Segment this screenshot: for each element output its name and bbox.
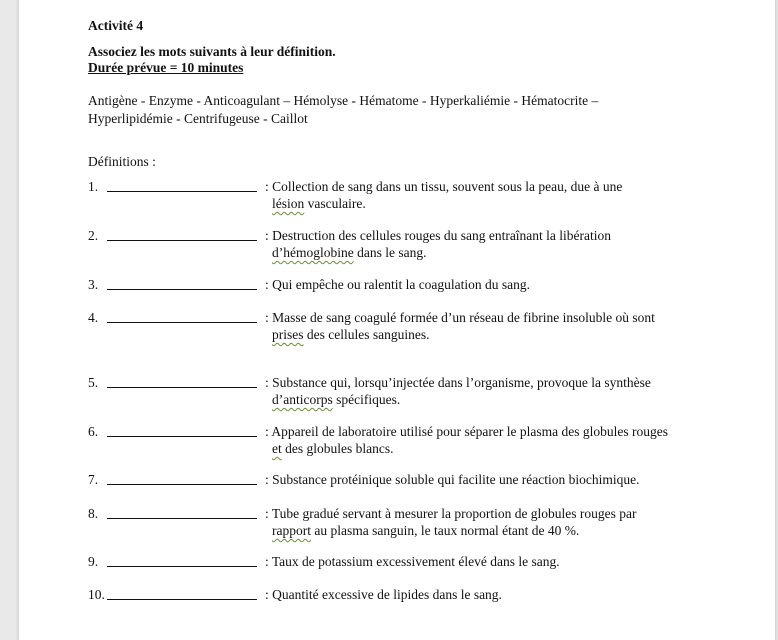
definition-item bbox=[19, 375, 775, 411]
spellcheck-word: d’hémoglobine bbox=[272, 245, 354, 260]
instruction: Associez les mots suivants à leur définition. bbox=[88, 44, 336, 59]
duration: Durée prévue = 10 minutes bbox=[88, 60, 244, 75]
definition-line-2 bbox=[272, 441, 393, 457]
definition-line-2-rest: vasculaire. bbox=[304, 196, 366, 211]
answer-blank[interactable] bbox=[107, 322, 257, 323]
definition-line-2-rest: au plasma sanguin, le taux normal étant de 40 %. bbox=[310, 523, 580, 538]
item-number: 7. bbox=[88, 472, 99, 487]
definition-line-1: : Substance protéinique soluble qui facilite une réaction biochimique. bbox=[265, 472, 640, 487]
word-list-line-1: Antigène - Enzyme - Anticoagulant – Hémolyse - Hématome - Hyperkaliémie - Hématocrite – bbox=[88, 93, 599, 108]
spellcheck-word: prises bbox=[272, 327, 304, 342]
definition-line-1: : Substance qui, lorsqu’injectée dans l’organisme, provoque la synthèse bbox=[265, 375, 651, 390]
activity-title: Activité 4 bbox=[88, 18, 144, 33]
item-number: 10. bbox=[88, 587, 105, 602]
item-number: 8. bbox=[88, 506, 99, 521]
definition-line-2 bbox=[272, 245, 426, 261]
definition-line-1: : Tube gradué servant à mesurer la proportion de globules rouges par bbox=[265, 506, 637, 521]
definition-line-2-rest: des cellules sanguines. bbox=[303, 327, 430, 342]
answer-blank[interactable] bbox=[107, 387, 257, 388]
answer-blank[interactable] bbox=[107, 566, 257, 567]
definition-line-1: : Quantité excessive de lipides dans le sang. bbox=[265, 587, 502, 602]
definition-line-2 bbox=[272, 327, 429, 343]
definition-line-2-rest: des globules blancs. bbox=[281, 441, 394, 456]
answer-blank[interactable] bbox=[107, 240, 257, 241]
answer-blank[interactable] bbox=[107, 484, 257, 485]
item-number: 6. bbox=[88, 424, 99, 439]
definition-line-2 bbox=[272, 196, 366, 212]
definition-item bbox=[19, 506, 775, 542]
definition-item bbox=[19, 472, 775, 508]
spellcheck-word: et bbox=[272, 441, 282, 456]
definition-line-1: : Appareil de laboratoire utilisé pour séparer le plasma des globules rouges bbox=[265, 424, 669, 439]
spellcheck-word: lésion bbox=[272, 196, 305, 211]
definition-line-1: : Destruction des cellules rouges du sang entraînant la libération bbox=[265, 228, 612, 243]
definition-line-2 bbox=[272, 392, 400, 408]
item-number: 9. bbox=[88, 554, 99, 569]
definitions-label: Définitions : bbox=[88, 154, 156, 169]
definition-item bbox=[19, 277, 775, 313]
answer-blank[interactable] bbox=[107, 289, 257, 290]
definition-item bbox=[19, 179, 775, 215]
document-page bbox=[18, 0, 776, 640]
answer-blank[interactable] bbox=[107, 436, 257, 437]
definition-line-1: : Masse de sang coagulé formée d’un réseau de fibrine insoluble où sont bbox=[265, 310, 655, 325]
answer-blank[interactable] bbox=[107, 599, 257, 600]
item-number: 3. bbox=[88, 277, 99, 292]
definition-line-1: : Taux de potassium excessivement élevé dans le sang. bbox=[265, 554, 560, 569]
definition-line-2-rest: dans le sang. bbox=[353, 245, 427, 260]
definition-line-2 bbox=[272, 523, 579, 539]
definition-item bbox=[19, 424, 775, 460]
item-number: 4. bbox=[88, 310, 99, 325]
definition-item bbox=[19, 310, 775, 346]
item-number: 5. bbox=[88, 375, 99, 390]
spellcheck-word: d’anticorps bbox=[272, 392, 333, 407]
definition-item bbox=[19, 228, 775, 264]
answer-blank[interactable] bbox=[107, 191, 257, 192]
definition-line-2-rest: spécifiques. bbox=[332, 392, 401, 407]
spellcheck-word: rapport bbox=[272, 523, 311, 538]
answer-blank[interactable] bbox=[107, 518, 257, 519]
definition-item bbox=[19, 587, 775, 623]
word-list-line-2: Hyperlipidémie - Centrifugeuse - Caillot bbox=[88, 111, 308, 126]
definition-line-1: : Collection de sang dans un tissu, souvent sous la peau, due à une bbox=[265, 179, 623, 194]
item-number: 1. bbox=[88, 179, 99, 194]
definition-line-1: : Qui empêche ou ralentit la coagulation du sang. bbox=[265, 277, 531, 292]
definition-item bbox=[19, 554, 775, 590]
item-number: 2. bbox=[88, 228, 99, 243]
